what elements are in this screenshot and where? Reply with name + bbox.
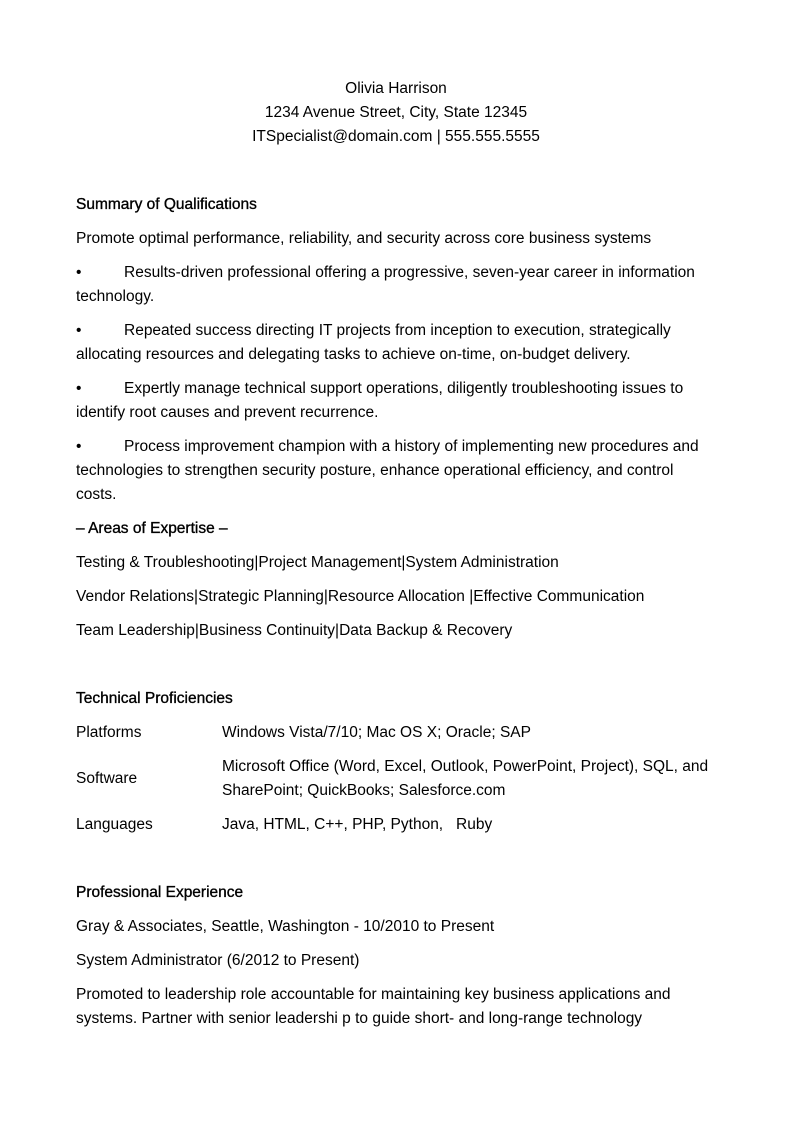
summary-intro: Promote optimal performance, reliability, and security across core business systems [76, 230, 652, 247]
technical-row-value: Java, HTML, C++, PHP, Python, Ruby [222, 816, 493, 833]
bullet-text: Expertly manage technical support operations, diligently troubleshooting issues to identify root causes and prevent recurrence. [76, 380, 684, 421]
summary-section [76, 193, 716, 643]
resume-page [76, 77, 716, 1027]
technical-row-label: Software [76, 770, 138, 787]
technical-heading: Technical Proficiencies [76, 690, 233, 707]
bullet-marker: • [76, 438, 82, 455]
experience-heading: Professional Experience [76, 884, 244, 901]
experience-description: Promoted to leadership role accountable for maintaining key business applications and systems. Partner with senior leadershi p to guide short- and long-range technology [76, 986, 671, 1027]
bullet-marker: • [76, 264, 82, 281]
technical-row [76, 813, 716, 837]
technical-row-value: Microsoft Office (Word, Excel, Outlook, PowerPoint, Project), SQL, and SharePoint; QuickBooks; Salesforce.com [222, 758, 709, 799]
expertise-line: Vendor Relations|Strategic Planning|Resource Allocation |Effective Communication [76, 588, 645, 605]
candidate-address: 1234 Avenue Street, City, State 12345 [264, 104, 528, 121]
expertise-heading: – Areas of Expertise – [76, 520, 228, 537]
summary-bullet [76, 261, 716, 309]
bullet-marker: • [76, 380, 82, 397]
experience-company: Gray & Associates, Seattle, Washington - 10/2010 to Present [76, 918, 495, 935]
summary-bullet [76, 435, 716, 507]
expertise-line: Team Leadership|Business Continuity|Data Backup & Recovery [76, 622, 513, 639]
bullet-text: Results-driven professional offering a progressive, seven-year career in information technology. [76, 264, 695, 305]
technical-row-label: Languages [76, 816, 153, 833]
technical-row [76, 721, 716, 745]
technical-row [76, 755, 716, 803]
experience-section [76, 881, 716, 1031]
candidate-name: Olivia Harrison [345, 80, 447, 97]
experience-role: System Administrator (6/2012 to Present) [76, 952, 360, 969]
bullet-marker: • [76, 322, 82, 339]
summary-bullet [76, 319, 716, 367]
resume-header [76, 77, 716, 149]
technical-row-value: Windows Vista/7/10; Mac OS X; Oracle; SAP [222, 724, 531, 741]
summary-heading: Summary of Qualifications [76, 196, 257, 213]
technical-row-label: Platforms [76, 724, 142, 741]
expertise-line: Testing & Troubleshooting|Project Management|System Administration [76, 554, 559, 571]
bullet-text: Process improvement champion with a history of implementing new procedures and technologies to strengthen security posture, enhance operational efficiency, and control costs. [76, 438, 699, 503]
technical-section [76, 687, 716, 837]
bullet-text: Repeated success directing IT projects from inception to execution, strategically allocating resources and delegating tasks to achieve on-time, on-budget delivery. [76, 322, 671, 363]
candidate-contact: ITSpecialist@domain.com | 555.555.5555 [252, 128, 540, 145]
summary-bullet [76, 377, 716, 425]
